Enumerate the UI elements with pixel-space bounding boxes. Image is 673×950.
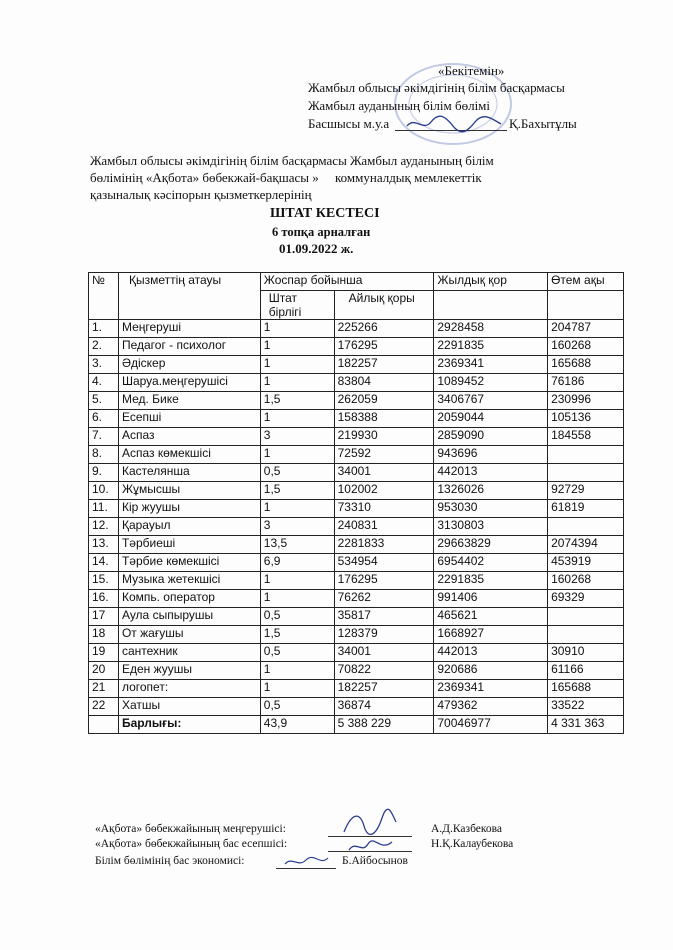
row-position: Аула сыпырушы [118,608,260,626]
footer-name-3: Б.Айбосынов [342,855,408,867]
row-annual-fund: 1326026 [434,482,548,500]
row-annual-fund: 3406767 [434,392,548,410]
row-staff-units: 1 [260,410,334,428]
document-date: 01.09.2022 ж. [279,241,354,256]
row-staff-units: 0,5 [260,698,334,716]
table-header-row [89,273,624,291]
row-position: Компь. оператор [118,590,260,608]
approval-signature [405,112,505,134]
row-staff-units: 1 [260,572,334,590]
row-staff-units: 1 [260,338,334,356]
approval-title: «Бекітемін» [438,63,505,78]
row-monthly-fund: 83804 [334,374,434,392]
footer-signature-2 [346,836,396,856]
row-num: 13. [89,536,119,554]
intro-line-3: қазыналық кәсіпорын қызметкерлерінің [90,187,312,202]
row-monthly-fund: 72592 [334,446,434,464]
row-staff-units: 1 [260,446,334,464]
row-staff-units: 1 [260,590,334,608]
row-num: 1. [89,320,119,338]
row-payment: 92729 [548,482,624,500]
row-num: 10. [89,482,119,500]
approval-line-3-prefix: Басшысы м.у.а [308,116,390,131]
row-payment: 165688 [548,680,624,698]
row-annual-fund: 6954402 [434,554,548,572]
row-payment: 105136 [548,410,624,428]
row-position: Меңгеруші [118,320,260,338]
header-staff-units: Штат бірлігі [260,291,334,320]
row-position: Тәрбие көмекшісі [118,554,260,572]
total-label: Барлығы: [118,716,260,734]
row-num: 11. [89,500,119,518]
row-num: 22 [89,698,119,716]
row-monthly-fund: 219930 [334,428,434,446]
row-position: Кастелянша [118,464,260,482]
row-num: 4. [89,374,119,392]
approval-name: Қ.Бахытұлы [509,116,577,131]
table-row [89,464,624,482]
header-payment-empty [548,291,624,320]
row-payment: 61819 [548,500,624,518]
table-row [89,554,624,572]
row-annual-fund: 2859090 [434,428,548,446]
row-annual-fund: 2369341 [434,356,548,374]
table-row [89,698,624,716]
table-row [89,626,624,644]
row-payment [548,626,624,644]
row-num: 20 [89,662,119,680]
row-payment: 204787 [548,320,624,338]
table-row [89,518,624,536]
staff-table [88,272,624,734]
row-payment [548,464,624,482]
row-payment: 184558 [548,428,624,446]
row-payment: 453919 [548,554,624,572]
row-monthly-fund: 262059 [334,392,434,410]
row-staff-units: 0,5 [260,644,334,662]
row-position: Жұмысшы [118,482,260,500]
footer-label-1: «Ақбота» бөбекжайының меңгерушісі: [95,823,286,835]
row-payment [548,518,624,536]
row-payment: 2074394 [548,536,624,554]
row-monthly-fund: 176295 [334,572,434,590]
table-row [89,446,624,464]
row-position: Әдіскер [118,356,260,374]
row-annual-fund: 442013 [434,464,548,482]
table-row [89,356,624,374]
row-staff-units: 1 [260,356,334,374]
row-position: Педагог - психолог [118,338,260,356]
row-staff-units: 6,9 [260,554,334,572]
header-monthly-fund: Айлық қоры [334,291,434,320]
row-payment [548,608,624,626]
table-row [89,662,624,680]
row-staff-units: 1 [260,680,334,698]
row-position: Қарауыл [118,518,260,536]
row-staff-units: 1 [260,374,334,392]
row-monthly-fund: 73310 [334,500,434,518]
row-position: Мед. Бике [118,392,260,410]
table-row [89,500,624,518]
row-staff-units: 1 [260,500,334,518]
row-monthly-fund: 2281833 [334,536,434,554]
row-position: Хатшы [118,698,260,716]
row-payment: 61166 [548,662,624,680]
row-num: 3. [89,356,119,374]
table-row [89,572,624,590]
table-row [89,392,624,410]
row-monthly-fund: 35817 [334,608,434,626]
row-annual-fund: 442013 [434,644,548,662]
row-monthly-fund: 76262 [334,590,434,608]
approval-line-2: Жамбыл ауданының білім бөлімі [308,98,491,113]
row-position: сантехник [118,644,260,662]
row-num: 2. [89,338,119,356]
row-annual-fund: 991406 [434,590,548,608]
row-num: 7. [89,428,119,446]
footer-line-1 [95,823,286,835]
row-annual-fund: 29663829 [434,536,548,554]
table-row [89,338,624,356]
document-title: ШТАТ КЕСТЕСІ [270,206,380,221]
header-num: № [89,273,119,320]
row-staff-units: 0,5 [260,608,334,626]
header-plan: Жоспар бойынша [260,273,434,291]
footer-signature-3 [282,852,332,870]
row-monthly-fund: 534954 [334,554,434,572]
row-staff-units: 13,5 [260,536,334,554]
table-row [89,536,624,554]
row-monthly-fund: 34001 [334,644,434,662]
row-position: логопет: [118,680,260,698]
header-fund-empty [434,291,548,320]
row-position: Аспаз [118,428,260,446]
row-staff-units: 3 [260,518,334,536]
row-annual-fund: 2291835 [434,338,548,356]
table-row [89,320,624,338]
row-num: 12. [89,518,119,536]
row-staff-units: 1,5 [260,626,334,644]
row-monthly-fund: 182257 [334,356,434,374]
row-annual-fund: 465621 [434,608,548,626]
row-annual-fund: 1089452 [434,374,548,392]
row-monthly-fund: 128379 [334,626,434,644]
row-position: Тәрбиеші [118,536,260,554]
row-staff-units: 1,5 [260,482,334,500]
table-row [89,428,624,446]
row-num: 14. [89,554,119,572]
table-row [89,410,624,428]
row-position: Шаруа.меңгерушісі [118,374,260,392]
total-row [89,716,624,734]
approval-block [0,0,673,140]
row-annual-fund: 2291835 [434,572,548,590]
row-annual-fund: 2059044 [434,410,548,428]
row-staff-units: 3 [260,428,334,446]
row-payment: 165688 [548,356,624,374]
intro-line-1: Жамбыл облысы әкімдігінің білім басқармасы Жамбыл ауданының білім [90,153,494,168]
footer-signature-1 [340,808,400,838]
row-num: 19 [89,644,119,662]
footer-line-3 [95,855,245,867]
row-payment: 33522 [548,698,624,716]
table-row [89,374,624,392]
footer-name-2: Н.Қ.Калаубекова [431,838,514,850]
row-annual-fund: 943696 [434,446,548,464]
row-annual-fund: 2928458 [434,320,548,338]
row-staff-units: 1 [260,320,334,338]
row-staff-units: 1,5 [260,392,334,410]
footer-line-2 [95,838,287,850]
row-monthly-fund: 182257 [334,680,434,698]
row-monthly-fund: 240831 [334,518,434,536]
intro-line-2: бөлімінің «Ақбота» бөбекжай-бақшасы » коммуналдық мемлекеттік [90,170,482,185]
row-monthly-fund: 225266 [334,320,434,338]
row-monthly-fund: 102002 [334,482,434,500]
row-num: 15. [89,572,119,590]
total-units: 43,9 [260,716,334,734]
row-monthly-fund: 70822 [334,662,434,680]
document-subtitle: 6 топқа арналған [272,225,371,239]
table-row [89,644,624,662]
row-payment: 30910 [548,644,624,662]
row-num: 6. [89,410,119,428]
row-num: 8. [89,446,119,464]
row-annual-fund: 3130803 [434,518,548,536]
row-num: 5. [89,392,119,410]
total-num [89,716,119,734]
row-monthly-fund: 176295 [334,338,434,356]
footer-name-1: А.Д.Казбекова [431,823,503,835]
row-monthly-fund: 158388 [334,410,434,428]
row-position: Есепші [118,410,260,428]
row-num: 16. [89,590,119,608]
row-position: Аспаз көмекшісі [118,446,260,464]
table-row [89,482,624,500]
total-monthly: 5 388 229 [334,716,434,734]
row-position: Еден жуушы [118,662,260,680]
table-row [89,590,624,608]
row-position: От жағушы [118,626,260,644]
row-annual-fund: 920686 [434,662,548,680]
row-monthly-fund: 34001 [334,464,434,482]
row-monthly-fund: 36874 [334,698,434,716]
row-payment: 160268 [548,338,624,356]
row-annual-fund: 953030 [434,500,548,518]
row-num: 9. [89,464,119,482]
row-staff-units: 1 [260,662,334,680]
header-payment: Өтем ақы [548,273,624,291]
row-annual-fund: 1668927 [434,626,548,644]
intro-text [90,152,610,203]
row-payment: 230996 [548,392,624,410]
approval-line-1: Жамбыл облысы әкімдігінің білім басқармасы [308,80,565,95]
row-num: 18 [89,626,119,644]
row-position: Музыка жетекшісі [118,572,260,590]
row-payment: 69329 [548,590,624,608]
row-num: 17 [89,608,119,626]
row-position: Кір жуушы [118,500,260,518]
row-payment: 76186 [548,374,624,392]
footer-label-3: Білім бөлімінің бас экономисі: [95,855,245,867]
row-annual-fund: 479362 [434,698,548,716]
header-fund: Жылдық қор [434,273,548,291]
total-annual: 70046977 [434,716,548,734]
row-staff-units: 0,5 [260,464,334,482]
table-row [89,608,624,626]
footer-label-2: «Ақбота» бөбекжайының бас есепшісі: [95,838,288,850]
row-payment [548,446,624,464]
row-payment: 160268 [548,572,624,590]
row-num: 21 [89,680,119,698]
table-row [89,680,624,698]
row-annual-fund: 2369341 [434,680,548,698]
total-payment: 4 331 363 [548,716,624,734]
header-position: Қызметтің атауы [118,273,260,320]
